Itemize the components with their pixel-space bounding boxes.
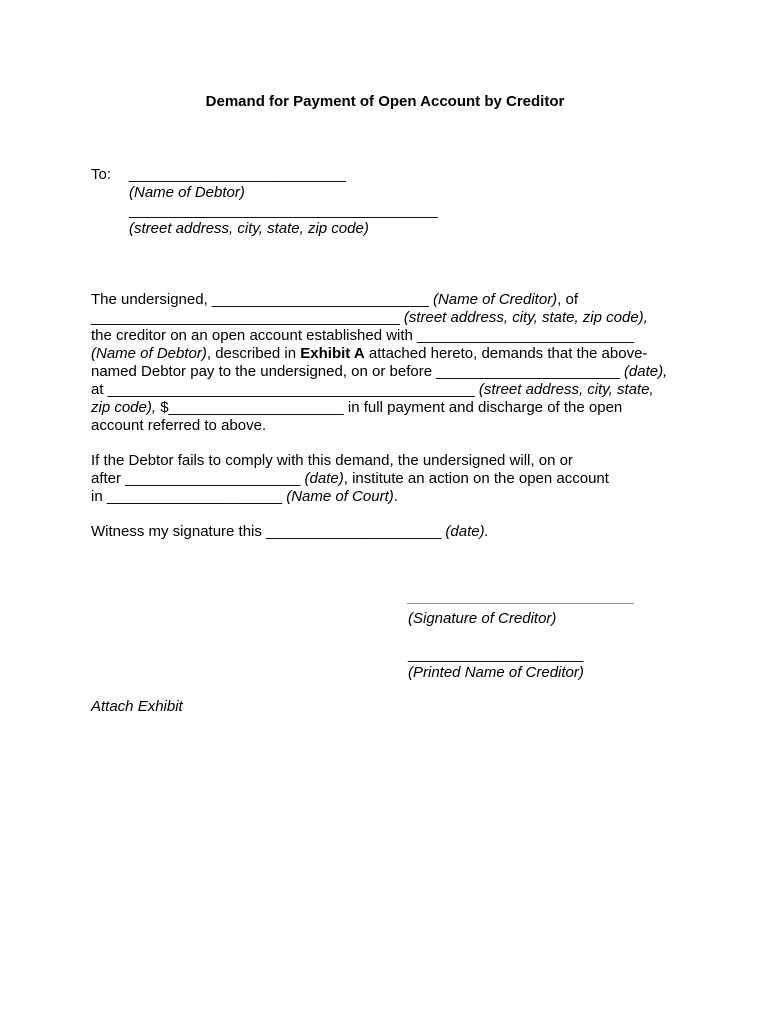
- date-label: (date),: [623, 363, 668, 380]
- para2-line2: [91, 470, 609, 488]
- para1-line6: [91, 381, 654, 399]
- debtor-address-label: (street address, city, state, zip code): [129, 220, 369, 237]
- para1-text: $_____________________ in full payment and discharge of the open: [156, 399, 623, 416]
- para1-line1: [91, 291, 578, 309]
- to-label: To:: [91, 166, 112, 183]
- court-name-label: (Name of Court): [286, 488, 394, 505]
- debtor-name-blank: __________________________: [129, 166, 346, 183]
- para1-line2: [91, 309, 648, 327]
- para1-line8: account referred to above.: [91, 417, 267, 434]
- para1-line4: [91, 345, 647, 363]
- witness-line: [91, 523, 489, 541]
- para1-text: _____________________________________: [91, 309, 404, 326]
- para1-text: named Debtor pay to the undersigned, on or before ______________________: [91, 363, 624, 380]
- para1-text: at ____________________________________________: [91, 381, 479, 398]
- para2-line1: If the Debtor fails to comply with this demand, the undersigned will, on or: [91, 452, 573, 469]
- document-title: Demand for Payment of Open Account by Creditor: [205, 93, 565, 110]
- para2-text: after _____________________: [91, 470, 305, 487]
- para1-line3: the creditor on an open account established with __________________________: [91, 327, 634, 344]
- signature-label: (Signature of Creditor): [408, 610, 557, 627]
- debtor-address-blank: _____________________________________: [129, 202, 438, 219]
- debtor-name-label: (Name of Debtor): [129, 184, 245, 201]
- witness-text: Witness my signature this _____________________: [91, 523, 446, 540]
- signature-line: [407, 603, 634, 604]
- para1-text: The undersigned, __________________________: [91, 291, 433, 308]
- payment-address-label: (street address, city, state,: [478, 381, 654, 398]
- para2-text: in _____________________: [91, 488, 287, 505]
- exhibit-a-ref: Exhibit A: [300, 345, 365, 362]
- to-line: [91, 166, 111, 184]
- zip-code-label: zip code),: [91, 399, 157, 416]
- para1-line5: [91, 363, 667, 381]
- creditor-address-label: (street address, city, state, zip code),: [403, 309, 648, 326]
- printed-name-label: (Printed Name of Creditor): [408, 664, 584, 681]
- date-label: (date).: [445, 523, 489, 540]
- debtor-name-ref: (Name of Debtor): [91, 345, 207, 362]
- para1-line7: [91, 399, 622, 417]
- para1-text: , described in: [206, 345, 301, 362]
- printed-name-blank: _____________________: [408, 646, 584, 663]
- para1-text: attached hereto, demands that the above-: [364, 345, 648, 362]
- date-label: (date): [304, 470, 344, 487]
- para1-text: , of: [557, 291, 579, 308]
- creditor-name-label: (Name of Creditor): [432, 291, 558, 308]
- para2-text: .: [393, 488, 398, 505]
- para2-text: , institute an action on the open account: [343, 470, 609, 487]
- attach-exhibit-note: Attach Exhibit: [91, 698, 183, 715]
- para2-line3: [91, 488, 398, 506]
